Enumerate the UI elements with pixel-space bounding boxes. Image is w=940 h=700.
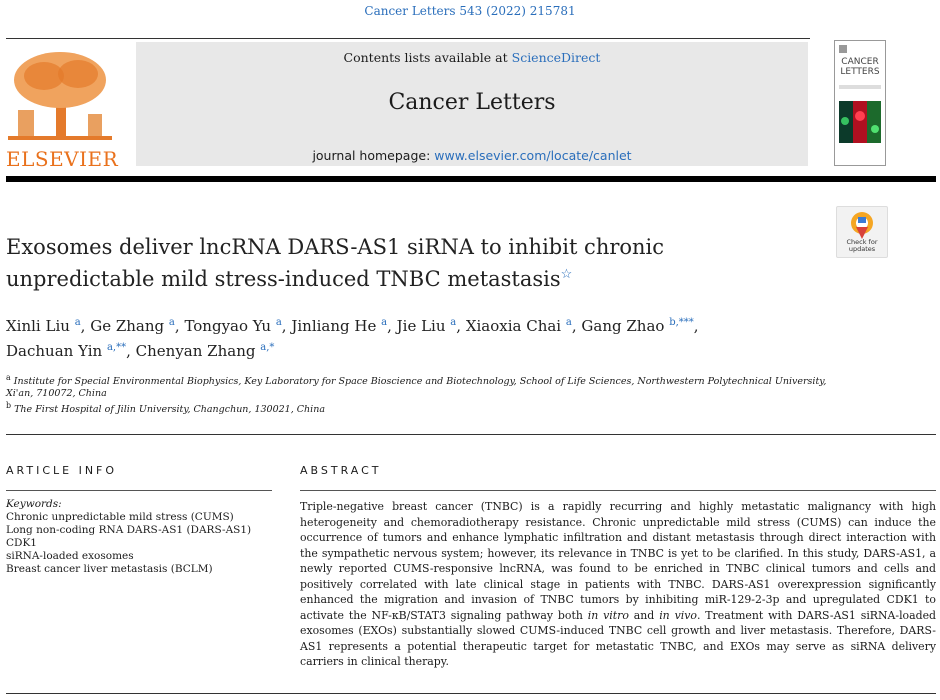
author[interactable]: Jinliang He $^a$, [291, 317, 397, 335]
title-line1: Exosomes deliver lncRNA DARS-AS1 siRNA to inhibit chronic [6, 235, 665, 259]
homepage-line [136, 148, 808, 163]
abstract-bottom-rule [6, 693, 936, 694]
keywords-block [6, 498, 276, 576]
contents-line [136, 50, 808, 65]
header-bottom-rule [6, 176, 936, 182]
keyword-item: siRNA-loaded exosomes [6, 550, 134, 562]
affiliation-a: $^a$ Institute for Special Environmental Biophysics, Key Laboratory for Space Bioscience and Biotechnology, School of Life Sciences, Northwestern Polytechnical University, Xi'an, 710072, China [6, 373, 827, 400]
check-for-updates-button[interactable] [836, 206, 888, 258]
abstract-text [300, 499, 936, 670]
header-top-rule [6, 38, 810, 39]
sciencedirect-link[interactable]: ScienceDirect [511, 50, 601, 65]
keyword-item: CDK1 [6, 537, 37, 549]
author[interactable]: Xiaoxia Chai $^a$, [465, 317, 582, 335]
journal-header-box [136, 42, 808, 166]
article-info-rule [6, 490, 272, 491]
keyword-item: Chronic unpredictable mild stress (CUMS) [6, 511, 234, 523]
keyword-item: Breast cancer liver metastasis (BCLM) [6, 563, 213, 575]
crossmark-icon [837, 209, 887, 241]
article-info-heading: ARTICLE INFO [6, 464, 118, 477]
section-rule [6, 434, 936, 435]
homepage-prefix: journal homepage: [312, 148, 435, 163]
cover-title-line1: CANCER [841, 57, 879, 67]
in-vivo: in vivo [659, 608, 697, 622]
abstract-part1: Triple-negative breast cancer (TNBC) is a rapidly recurring and highly metastatic malignancy with high heterogeneity and chemoradiotherapy resistance. Chronic unpredictable mild stress (CUMS) can induce the occurrence of tumors and enhance lymphatic infiltration and distant metastasis through direct interaction with the sympathetic nervous system; however, its relevance in TNBC is yet to be clarified. In this study, DARS-AS1, a newly reported CUMS-responsive lncRNA, was found to be enriched in TNBC clinical tumors and cells and positively correlated with late clinical stage in patients with TNBC. DARS-AS1 overexpression significantly enhanced the migration and invasion of TNBC tumors by inhibiting miR-129-2-3p and upregulated CDK1 to activate the NF-κB/STAT3 signaling pathway both [300, 500, 936, 622]
affiliation-b: $^b$ The First Hospital of Jilin University, Changchun, 130021, China [6, 401, 325, 416]
cover-title [835, 57, 885, 77]
author[interactable]: Xinli Liu $^a$, [6, 317, 91, 335]
check-for-updates-label [837, 239, 887, 253]
author[interactable]: Jie Liu $^a$, [396, 317, 466, 335]
affiliations [6, 372, 836, 416]
homepage-link[interactable]: www.elsevier.com/locate/canlet [434, 148, 632, 163]
abstract-part2: . Treatment with DARS-AS1 siRNA-loaded exosomes (EXOs) substantially slowed CUMS-induced TNBC cell growth and liver metastasis. Therefore, DARS-AS1 represents a potential therapeutic target for metastatic TNBC, and EXOs may serve as siRNA delivery carriers in clinical therapy. [300, 608, 936, 668]
journal-name: Cancer Letters [388, 90, 556, 115]
title-line2: unpredictable mild stress-induced TNBC metastasis [6, 267, 561, 291]
author[interactable]: Dachuan Yin $^{a,**}$, [6, 342, 136, 360]
author[interactable]: Tongyao Yu $^a$, [184, 317, 292, 335]
title-footnote-mark[interactable]: ☆ [560, 267, 573, 282]
author[interactable]: Ge Zhang $^a$, [90, 317, 185, 335]
elsevier-wordmark: ELSEVIER [6, 147, 119, 171]
keyword-item: Long non-coding RNA DARS-AS1 (DARS-AS1) [6, 524, 252, 536]
author[interactable]: Chenyan Zhang $^{a,*}$ [135, 342, 275, 360]
journal-cover-image[interactable] [834, 40, 886, 166]
keywords-label: Keywords: [6, 498, 62, 510]
author-list [6, 312, 836, 362]
abstract-heading: ABSTRACT [300, 464, 382, 477]
cover-title-line2: LETTERS [840, 67, 880, 77]
citation-text[interactable]: Cancer Letters 543 (2022) 215781 [364, 4, 576, 18]
abstract-rule [300, 490, 936, 491]
journal-citation-link[interactable] [0, 4, 940, 18]
abstract-and: and [628, 608, 660, 622]
in-vitro: in vitro [587, 608, 629, 622]
contents-prefix: Contents lists available at [343, 50, 512, 65]
author[interactable]: Gang Zhao $^{b,***}$, [581, 317, 699, 335]
article-title [6, 234, 826, 293]
check-label-line2: updates [848, 245, 876, 253]
check-label-line1: Check for [846, 238, 878, 246]
